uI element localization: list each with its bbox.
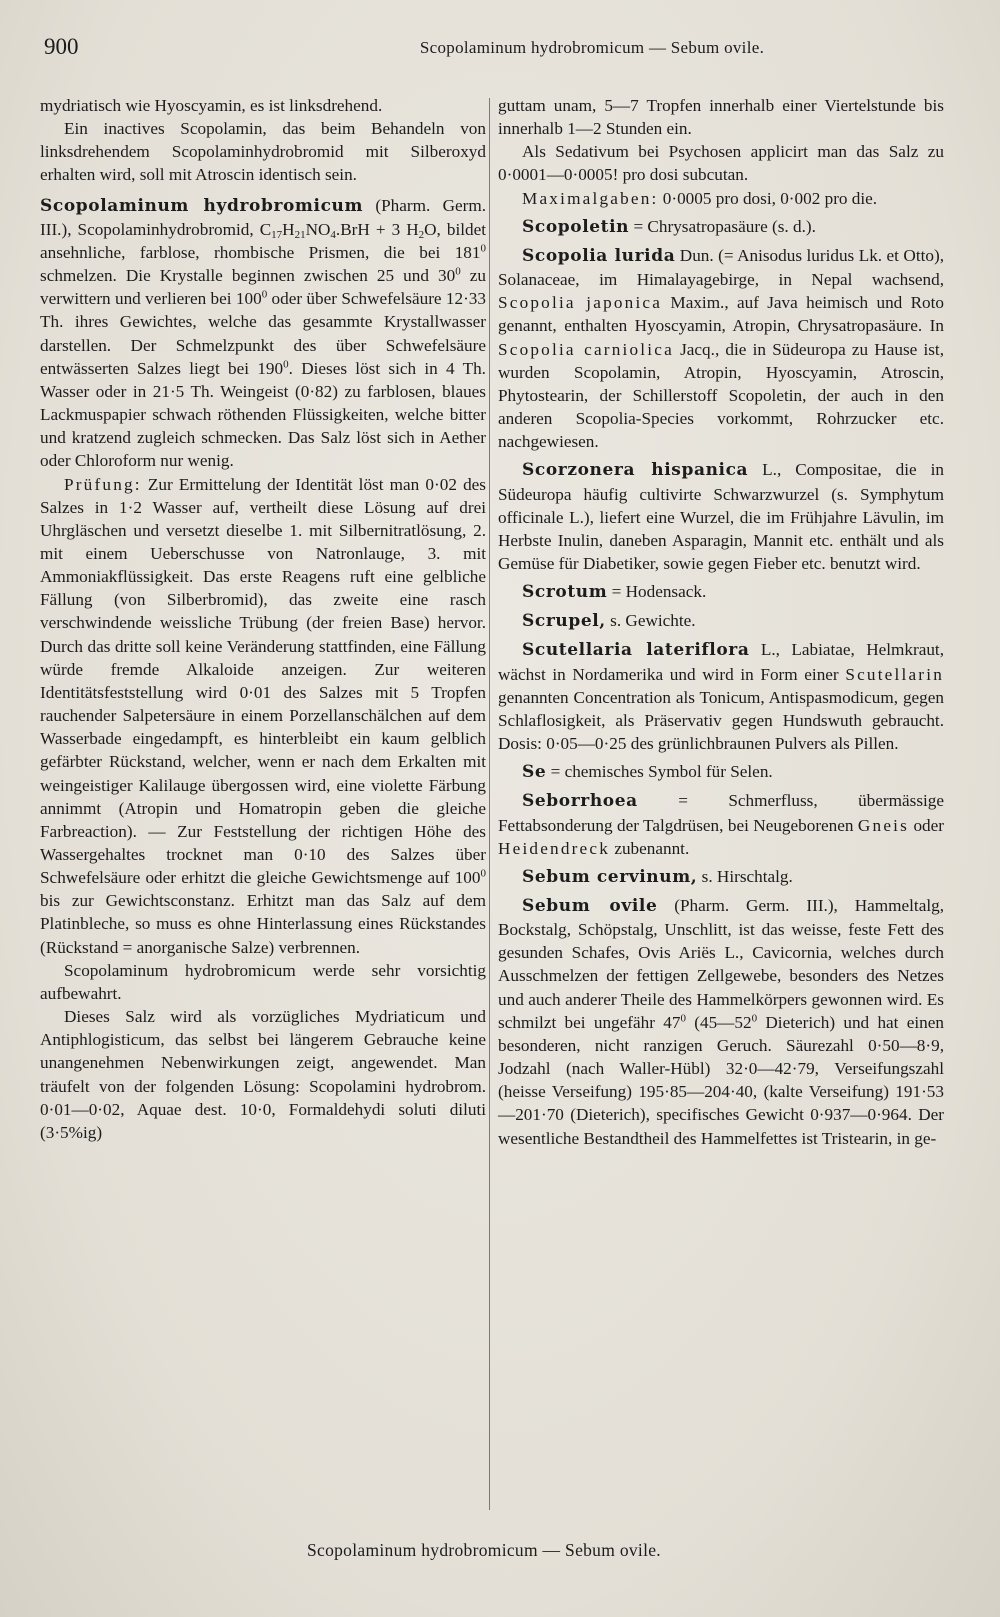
- entry-text: = Hodensack.: [607, 582, 707, 602]
- entry-text: Jacq., die in Südeuropa zu Hause ist, wurden Scopolamin, Atropin, Hyoscyamin, Atroscin, Phytostearin, der Schillerstoff Scopoletin, der auch in den anderen Scopolia-Species vorkommt, Rohrzucker etc. nachgewiesen.: [498, 339, 944, 452]
- column-divider: [489, 98, 490, 1510]
- entry-text: L., Compositae, die in Südeuropa häufig cultivirte Schwarzwurzel (s. Symphytum officinale L.), liefert eine Wurzel, die im Frühjahre Lävulin, im Herbste Inulin, daneben Asparagin, Mannit etc. enthält und als Gemüse für Diabetiker, sowie gegen Fieber etc. benutzt wird.: [498, 460, 944, 573]
- entry-se: [498, 760, 944, 784]
- entry-sebum-ovile: [498, 894, 944, 1150]
- entry-headword: Sebum cervinum,: [522, 866, 698, 887]
- superscript: 0: [455, 265, 461, 278]
- entry-text: NO: [305, 219, 331, 239]
- entry-text: schmelzen. Die Krystalle beginnen zwischen 25 und 30: [40, 266, 456, 286]
- entry-text: = Schmerfluss, übermässige Fettabsonderung der Talgdrüsen, bei Neugeborenen: [498, 791, 944, 835]
- entry-headword: Scrupel,: [522, 611, 606, 632]
- paragraph: mydriatisch wie Hyoscyamin, es ist linksdrehend.: [40, 96, 383, 115]
- entry-text: H: [282, 219, 295, 239]
- paragraph: Ein inactives Scopolamin, das beim Behandeln von linksdrehendem Scopolaminhydrobromid mit Silberoxyd erhalten wird, soll mit Atroscin identisch sein.: [40, 119, 486, 185]
- entry-text: = chemisches Symbol für Selen.: [546, 762, 773, 782]
- spaced-heading: Prüfung:: [64, 474, 142, 494]
- entry-headword: Scopoletin: [522, 216, 630, 237]
- entry-text: s. Gewichte.: [605, 611, 696, 631]
- left-column: [40, 94, 486, 1144]
- page-header: [44, 34, 960, 64]
- entry-text: (45—52: [685, 1012, 752, 1032]
- spaced-term: Heidendreck: [498, 838, 611, 858]
- running-head: Scopolaminum hydrobromicum — Sebum ovile.: [419, 38, 765, 57]
- paragraph: Als Sedativum bei Psychosen applicirt man das Salz zu 0·0001—0·0005! pro dosi subcutan.: [498, 142, 944, 185]
- entry-headword: Scopolia lurida: [522, 245, 676, 266]
- entry-scrotum: [498, 580, 944, 604]
- paragraph: Dieses Salz wird als vorzügliches Mydriaticum und Antiphlogisticum, das selbst bei längerem Gebrauche keine unangenehmen Nebenwirkungen zeigt, angewendet. Man träufelt von der folgenden Lösung: Scopolamini hydrobrom. 0·01—0·02, Aquae dest. 10·0, Formaldehydi soluti diluti (3·5%ig): [40, 1007, 486, 1142]
- superscript: 0: [480, 242, 486, 255]
- paragraph-text: 0·0005 pro dosi, 0·002 pro die.: [658, 188, 878, 208]
- paragraph-pruefung: [40, 473, 486, 959]
- entry-text: s. Hirschtalg.: [697, 866, 793, 886]
- paragraph-maximalgaben: [498, 187, 944, 210]
- spaced-heading: Maximalgaben:: [522, 188, 659, 208]
- right-column: [498, 94, 944, 1150]
- superscript: 0: [480, 867, 486, 880]
- superscript: 0: [680, 1012, 686, 1025]
- entry-headword: Seborrhoea: [522, 791, 638, 812]
- superscript: 0: [261, 288, 268, 301]
- entry-text: zubenannt.: [610, 838, 690, 858]
- entry-scopoletin: [498, 215, 944, 239]
- entry-scopolaminum-hydrobromicum: [40, 194, 486, 473]
- subscript: 4: [330, 228, 336, 241]
- entry-headword: Scorzonera hispanica: [522, 460, 749, 481]
- entry-text: Dieterich) und hat einen besonderen, nicht ranzigen Geruch. Säurezahl 0·50—8·9, Jodzahl (nach Waller-Hübl) 32·0—42·79, Verseifungszahl (heisse Verseifung) 195·85—204·40, (kalte Verseifung) 191·53—201·70 (Dieterich), specifisches Gewicht 0·937—0·964. Der wesentliche Bestandtheil des Hammelfettes ist Tristearin, in ge-: [498, 1012, 944, 1148]
- entry-scrupel: [498, 609, 944, 633]
- entry-scorzonera-hispanica: [498, 458, 944, 575]
- entry-scopolia-lurida: [498, 244, 944, 453]
- entry-seborrhoea: [498, 789, 944, 859]
- spaced-term: Scutellarin: [845, 664, 944, 684]
- entry-text: . Dieses löst sich in 4 Th. Wasser oder in 21·5 Th. Weingeist (0·82) zu farblosen, blaues Lackmuspapier schwach röthenden Flüssigkeiten, welche bitter und kratzend zugleich schmecken. Das Salz löst sich in Aether oder Chloroform nur wenig.: [40, 358, 486, 471]
- subscript: 17: [271, 228, 283, 241]
- superscript: 0: [283, 357, 289, 370]
- paragraph-text: Zur Ermittelung der Identität löst man 0·02 des Salzes in 1·2 Wasser auf, vertheilt diese Lösung auf drei Uhrgläschen und versetzt dieselbe 1. mit Silbernitratlösung, 2. mit einem Ueberschusse von Natronlauge, 3. mit Ammoniakflüssigkeit. Das erste Reagens ruft eine gelbliche Fällung (von Silberbromid), das zweite eine rasch verschwindende weissliche Trübung (der freien Base) hervor. Durch das dritte soll keine Veränderung stattfinden, eine Fällung würde fremde Alkaloide anzeigen. Zur weiteren Identitätsfeststellung wird 0·01 des Salzes mit 5 Tropfen rauchender Salpetersäure in einem Porzellanschälchen auf dem Wasserbade eingedampft, es hinterbleibt ein kaum gelblich gefärbter Rückstand, welcher, wenn er nach dem Erkalten mit weingeistiger Kalilauge übergossen wird, eine violette Färbung annimmt (Atropin und Homatropin geben die gleiche Farbreaction). — Zur Feststellung der richtigen Höhe des Wassergehaltes trocknet man 0·10 des Salzes über Schwefelsäure oder erhitzt die gleiche Gewichtsmenge auf 100: [40, 474, 486, 888]
- page-footer: Scopolaminum hydrobromicum — Sebum ovile.: [306, 1540, 661, 1560]
- subscript: 2: [418, 228, 425, 241]
- entry-text: genannten Concentration als Tonicum, Antispasmodicum, gegen Schlaflosigkeit, als Präservativ gegen Hundswuth gebraucht. Dosis: 0·05—0·25 des grünlichbraunen Pulvers als Pillen.: [498, 687, 944, 754]
- paragraph: Scopolaminum hydrobromicum werde sehr vorsichtig aufbewahrt.: [40, 960, 486, 1003]
- spaced-term: Scopolia japonica: [498, 293, 663, 313]
- entry-text: O, bildet ansehnliche, farblose, rhombische Prismen, die bei 181: [40, 219, 486, 262]
- superscript: 0: [751, 1012, 758, 1025]
- entry-text: oder über Schwefelsäure 12·33 Th. ihres Gewichtes, welche das gesammte Krystallwasser darstellen. Der Schmelzpunkt des über Schwefelsäure entwässerten Salzes liegt bei 190: [40, 289, 486, 378]
- paragraph-text: bis zur Gewichtsconstanz. Erhitzt man das Salz auf dem Platinbleche, so muss es ohne Hinterlassung eines Rückstandes (Rückstand = anorganische Salze) verbrennen.: [40, 891, 486, 957]
- spaced-term: Scopolia carniolica: [498, 339, 674, 359]
- entry-text: (Pharm. Germ. III.), Hammeltalg, Bockstalg, Schöpstalg, Unschlitt, ist das weisse, feste Fett des gesunden Schafes, Ovis Ariës L., Cavicornia, welches durch Ausschmelzen der fettigen Zellgewebe, besonders des Netzes und auch anderer Theile des Hammelkörpers gewonnen wird. Es schmilzt bei ungefähr 47: [498, 896, 944, 1032]
- entry-headword: Scutellaria lateriflora: [522, 640, 750, 661]
- spaced-term: Gneis: [857, 815, 910, 835]
- entry-text: (Pharm. Germ. III.), Scopolaminhydrobromid, C: [40, 195, 487, 239]
- entry-sebum-cervinum: [498, 865, 944, 889]
- entry-text: oder: [909, 815, 944, 835]
- page-number: 900: [44, 34, 79, 59]
- entry-text: zu verwittern und verlieren bei 100: [40, 266, 486, 309]
- entry-scutellaria-lateriflora: [498, 638, 944, 755]
- entry-headword: Scrotum: [522, 582, 608, 603]
- entry-headword: Sebum ovile: [522, 896, 658, 916]
- subscript: 21: [294, 228, 306, 241]
- entry-text: L., Labiatae, Helmkraut, wächst in Nordamerika und wird in Form einer: [498, 640, 944, 684]
- entry-headword: Scopolaminum hydrobromicum: [40, 195, 364, 216]
- entry-text: = Chrysatropasäure (s. d.).: [629, 216, 816, 236]
- entry-text: Maxim., auf Java heimisch und Roto genannt, enthalten Hyoscyamin, Atropin, Chrysatropasäure. In: [498, 293, 944, 336]
- entry-headword: Se: [522, 762, 547, 783]
- entry-text: Dun. (= Anisodus luridus Lk. et Otto), Solanaceae, im Himalayagebirge, in Nepal wachsend,: [498, 245, 944, 290]
- entry-text: .BrH + 3 H: [335, 219, 419, 239]
- paragraph: guttam unam, 5—7 Tropfen innerhalb einer Viertelstunde bis innerhalb 1—2 Stunden ein.: [498, 96, 944, 139]
